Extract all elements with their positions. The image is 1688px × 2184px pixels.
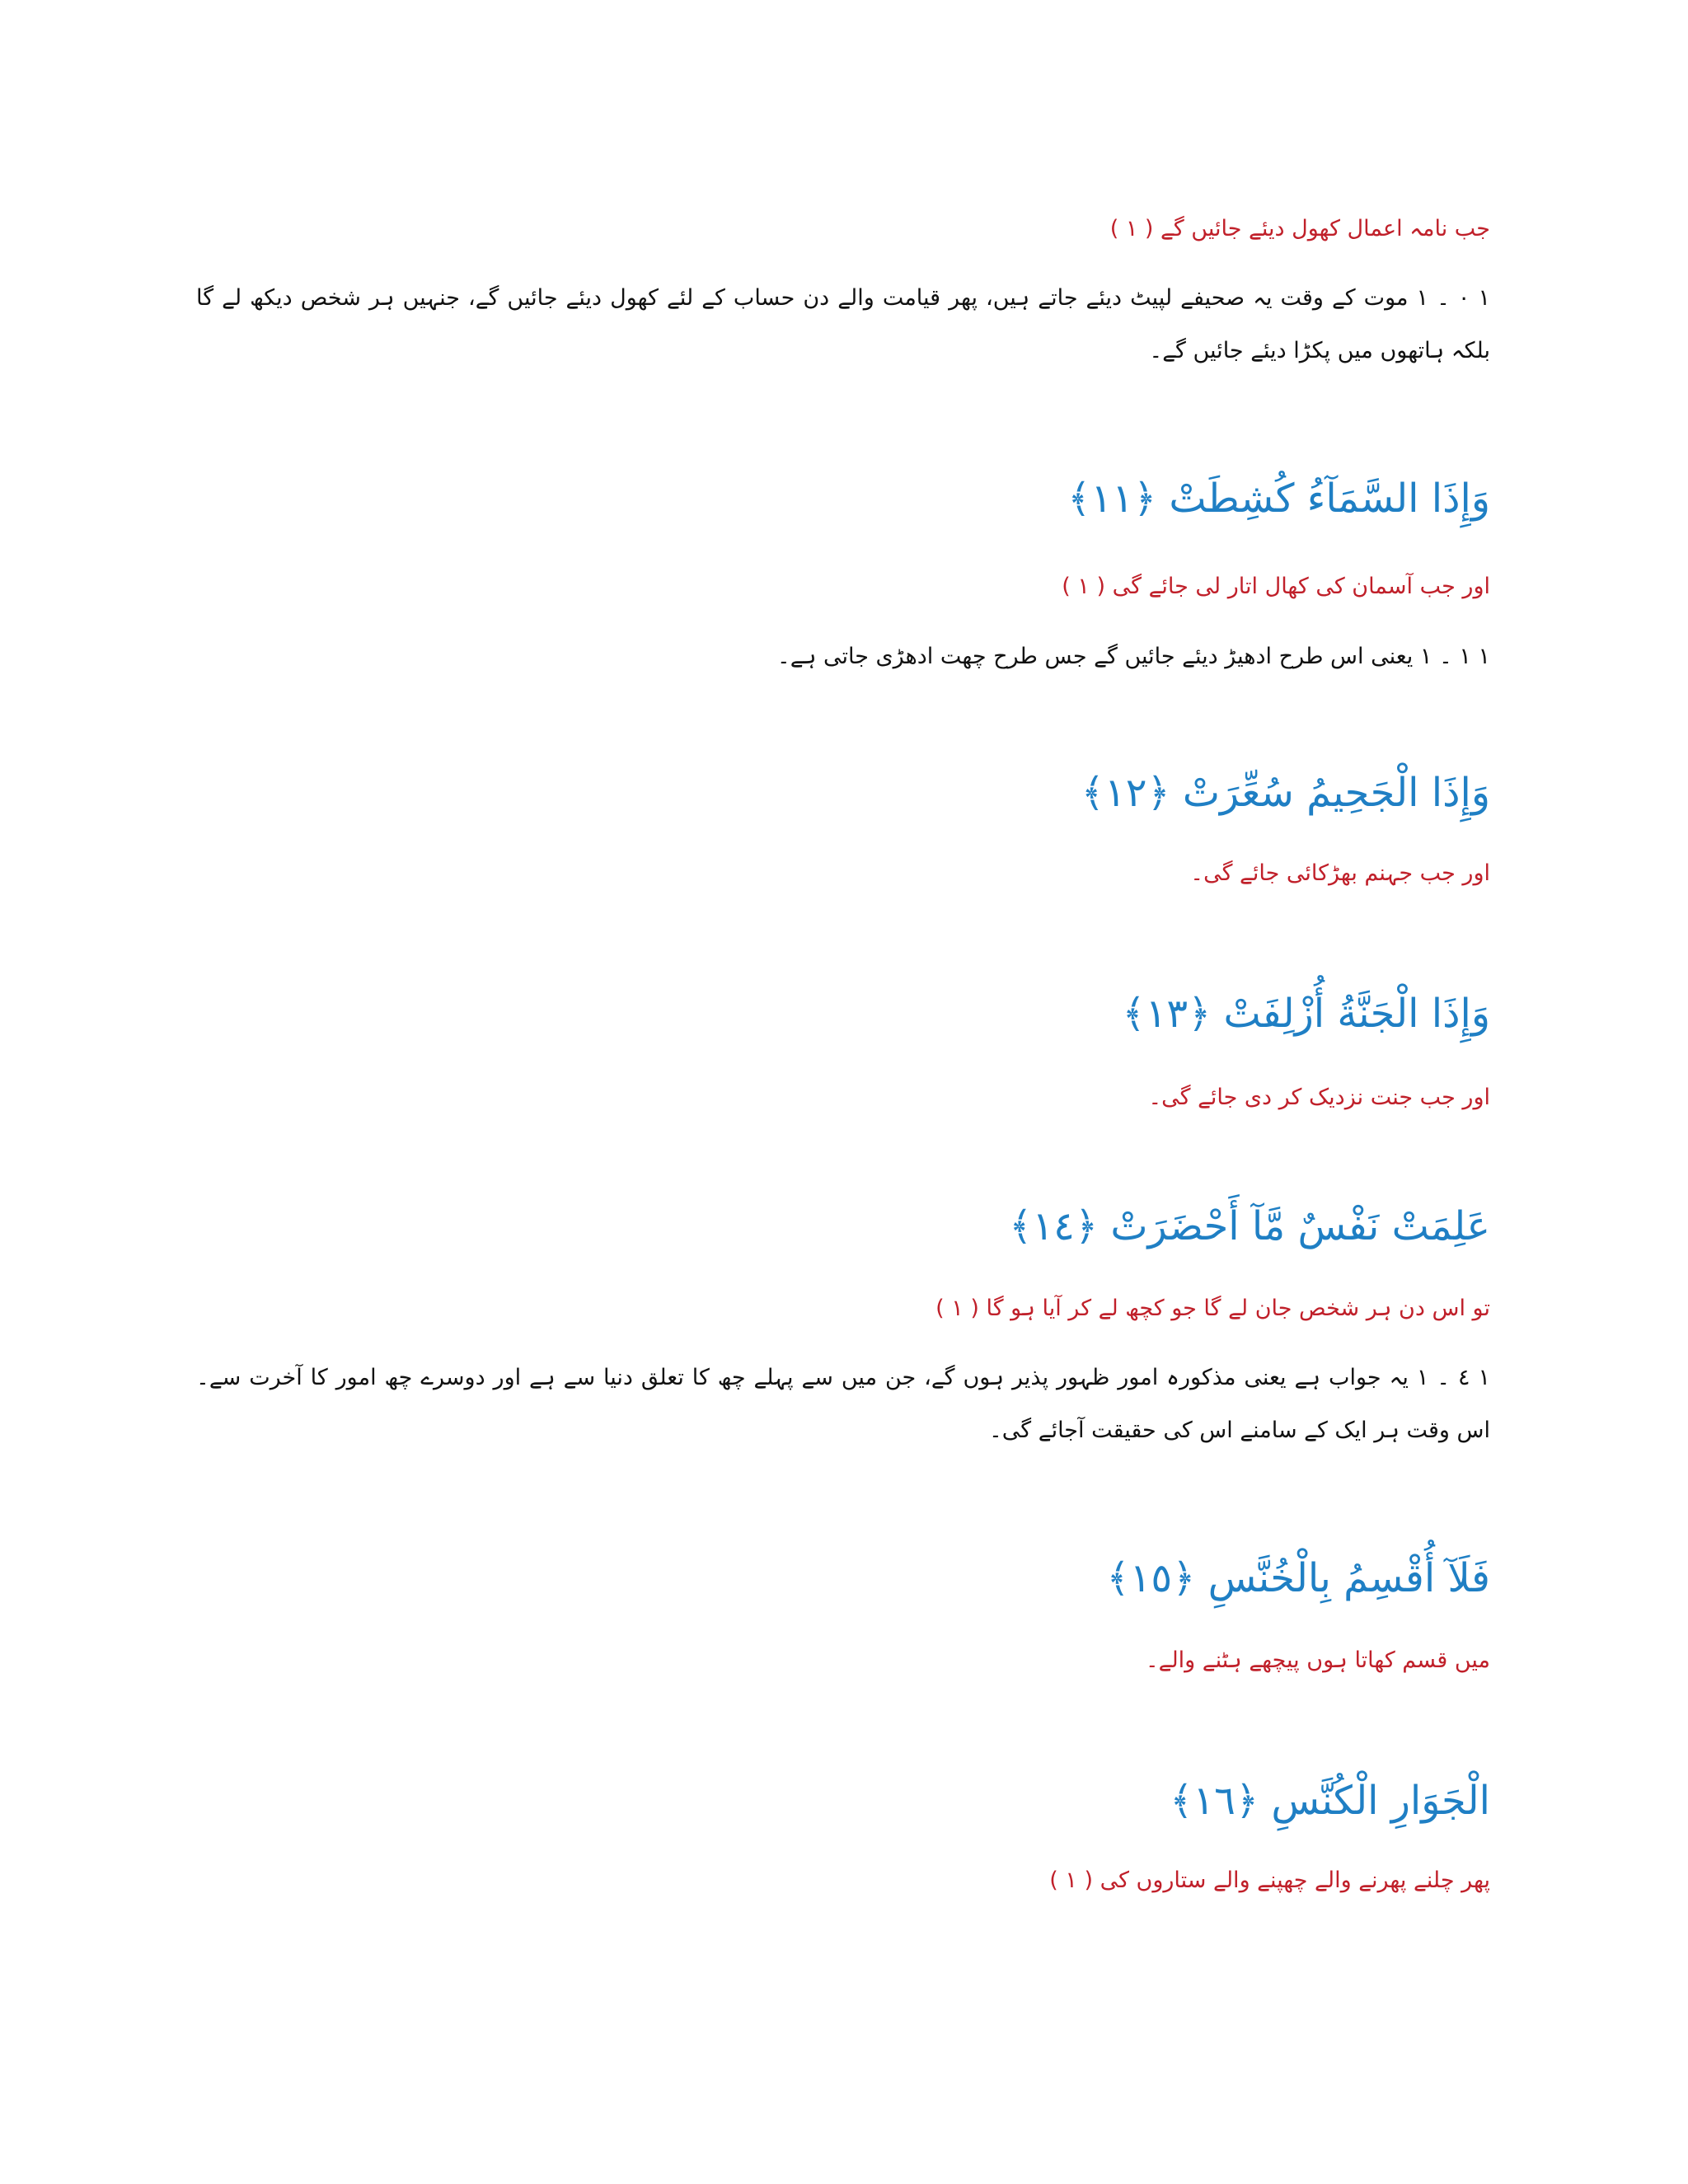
translation-verse-16: پھر چلنے پھرنے والے چھپنے والے ستاروں کی ( ۱ ) <box>1049 1868 1490 1893</box>
verse-12-arabic: وَإِذَا الْجَحِيمُ سُعِّرَتْ ﴿١٢﴾ <box>1081 770 1490 816</box>
commentary-verse-14: ۱ ٤ ۔ ۱ یہ جواب ہے یعنی مذکورہ امور ظہور پذیر ہوں گے، جن میں سے پہلے چھ کا تعلق دنیا سے ہے اور دوسرے چھ امور کا آخرت سے۔ اس وقت ہر ایک کے سامنے اس کی حقیقت آجائے گی۔ <box>196 1365 1490 1443</box>
verse-15-arabic: فَلَآ أُقْسِمُ بِالْخُنَّسِ ﴿١٥﴾ <box>1106 1555 1490 1601</box>
translation-verse-10: جب نامہ اعمال کھول دیئے جائیں گے ( ۱ ) <box>1109 216 1490 241</box>
translation-verse-11: اور جب آسمان کی کھال اتار لی جائے گی ( ۱ ) <box>1062 574 1490 599</box>
commentary-verse-11: ۱ ۱ ۔ ۱ یعنی اس طرح ادھیڑ دیئے جائیں گے جس طرح چھت ادھڑی جاتی ہے۔ <box>776 644 1490 669</box>
translation-verse-13: اور جب جنت نزدیک کر دی جائے گی۔ <box>1148 1085 1490 1110</box>
translation-verse-14: تو اس دن ہر شخص جان لے گا جو کچھ لے کر آیا ہو گا ( ۱ ) <box>935 1296 1490 1321</box>
verse-11-arabic: وَإِذَا السَّمَآءُ كُشِطَتْ ﴿١١﴾ <box>1067 476 1490 522</box>
commentary-verse-10: ۱ ۰ ۔ ۱ موت کے وقت یہ صحیفے لپیٹ دیئے جاتے ہیں، پھر قیامت والے دن حساب کے لئے کھول دیئے جائیں گے، جنہیں ہر شخص دیکھ لے گا بلکہ ہاتھوں میں پکڑا دیئے جائیں گے۔ <box>196 285 1490 363</box>
verse-14-arabic: عَلِمَتْ نَفْسٌ مَّآ أَحْضَرَتْ ﴿١٤﴾ <box>1009 1203 1490 1249</box>
translation-verse-15: میں قسم کھاتا ہوں پیچھے ہٹنے والے۔ <box>1145 1647 1490 1673</box>
translation-verse-12: اور جب جہنم بھڑکائی جائے گی۔ <box>1190 860 1490 886</box>
verse-16-arabic: الْجَوَارِ الْكُنَّسِ ﴿١٦﴾ <box>1170 1778 1490 1824</box>
verse-13-arabic: وَإِذَا الْجَنَّةُ أُزْلِفَتْ ﴿١٣﴾ <box>1122 991 1490 1037</box>
